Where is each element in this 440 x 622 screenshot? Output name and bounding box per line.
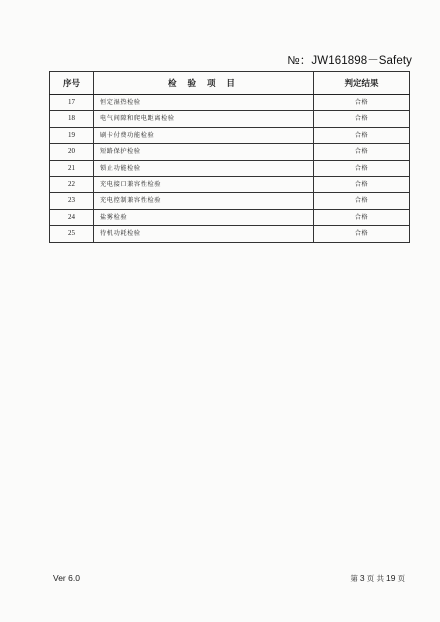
row-number: 24	[50, 209, 94, 225]
row-number: 19	[50, 127, 94, 143]
row-item: 锁止功能检验	[94, 160, 314, 176]
document-number: №：JW161898－Safety	[287, 55, 412, 67]
current-page-number: 3	[359, 573, 365, 583]
row-item: 充电接口兼容性检验	[94, 177, 314, 193]
table-row	[50, 226, 410, 242]
total-page-number: 19	[386, 573, 396, 583]
table-row	[50, 144, 410, 160]
table-header-row	[50, 72, 410, 95]
page-middle-text: 页 共	[366, 574, 385, 583]
row-result: 合格	[314, 209, 410, 225]
table-row	[50, 177, 410, 193]
row-result: 合格	[314, 127, 410, 143]
row-result: 合格	[314, 111, 410, 127]
row-result: 合格	[314, 144, 410, 160]
table-row	[50, 127, 410, 143]
row-item: 短路保护检验	[94, 144, 314, 160]
page-indicator	[350, 573, 405, 584]
row-item: 待机功耗检验	[94, 226, 314, 242]
row-number: 22	[50, 177, 94, 193]
row-number: 25	[50, 226, 94, 242]
row-item: 电气间隙和爬电距离检验	[94, 111, 314, 127]
row-item: 恒定湿热检验	[94, 95, 314, 111]
row-result: 合格	[314, 95, 410, 111]
row-result: 合格	[314, 226, 410, 242]
row-item: 盐雾检验	[94, 209, 314, 225]
table-row	[50, 160, 410, 176]
row-result: 合格	[314, 177, 410, 193]
row-result: 合格	[314, 193, 410, 209]
header-inspection-item: 检 验 项 目	[94, 72, 314, 95]
table-row	[50, 209, 410, 225]
inspection-items-table	[49, 71, 410, 243]
header-serial-number: 序号	[50, 72, 94, 95]
page-prefix: 第	[350, 574, 358, 583]
row-number: 20	[50, 144, 94, 160]
row-number: 18	[50, 111, 94, 127]
row-number: 23	[50, 193, 94, 209]
row-number: 21	[50, 160, 94, 176]
version-label: Ver 6.0	[53, 573, 80, 583]
row-item: 刷卡付费功能检验	[94, 127, 314, 143]
page-suffix: 页	[397, 574, 405, 583]
table-row	[50, 95, 410, 111]
header-judgment-result: 判定结果	[314, 72, 410, 95]
row-item: 充电控制兼容性检验	[94, 193, 314, 209]
row-number: 17	[50, 95, 94, 111]
table-row	[50, 111, 410, 127]
row-result: 合格	[314, 160, 410, 176]
table-row	[50, 193, 410, 209]
